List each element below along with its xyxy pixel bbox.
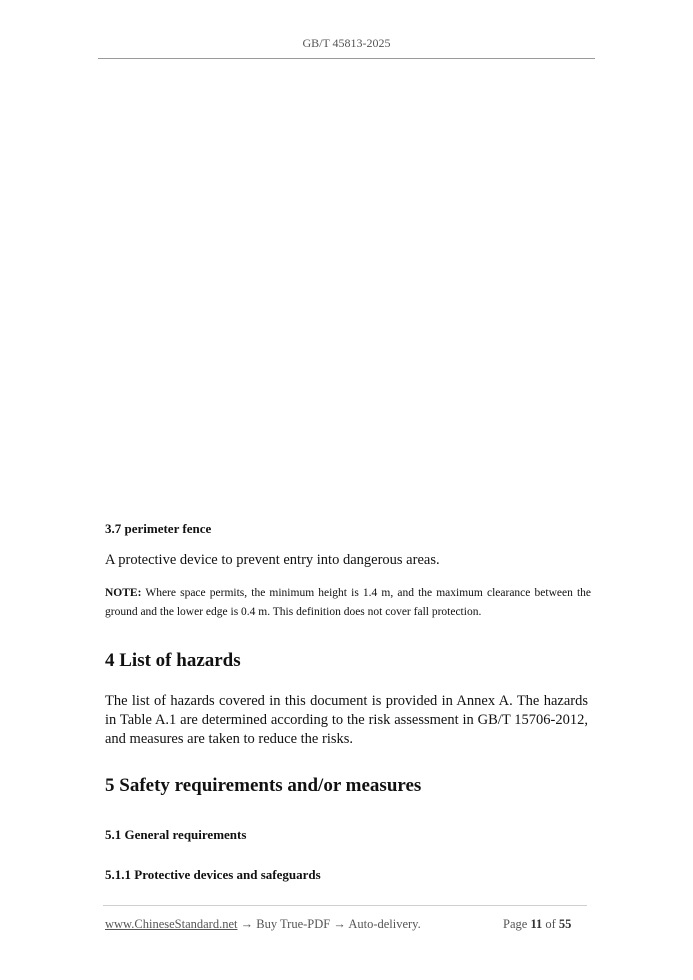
total-pages-number: 55 — [558, 917, 572, 931]
section-4-body: The list of hazards covered in this document is provided in Annex A. The hazards in Table A.1 are determined according to the risk assessment in GB/T 15706-2012, and measures are taken to reduce the risks. — [105, 693, 588, 747]
blank-figure-area — [98, 60, 595, 510]
page-label: Page — [503, 917, 531, 931]
footer-divider — [103, 905, 587, 906]
page-indicator — [503, 917, 571, 932]
section-5-1-heading: 5.1 General requirements — [105, 827, 247, 842]
site-link[interactable]: www.ChineseStandard.net — [105, 917, 238, 931]
footer-purchase-line — [105, 917, 421, 932]
header-divider — [98, 58, 595, 59]
arrow-right-icon: → — [330, 917, 349, 931]
clause-3-7-title: 3.7 perimeter fence — [105, 521, 212, 536]
note-text: Where space permits, the minimum height is 1.4 m, and the maximum clearance between the ground and the lower edge is 0.4 m. This definition does not cover fall protection. — [105, 587, 591, 618]
buy-true-pdf-text: Buy True-PDF — [256, 917, 331, 931]
current-page-number: 11 — [530, 917, 543, 931]
section-5-heading: 5 Safety requirements and/or measures — [105, 775, 422, 796]
note-label: NOTE: — [105, 587, 142, 599]
arrow-right-icon: → — [237, 917, 257, 931]
of-label: of — [542, 917, 559, 931]
section-4-heading: 4 List of hazards — [105, 650, 241, 671]
document-code-header: GB/T 45813-2025 — [302, 36, 391, 50]
clause-3-7-note — [105, 584, 591, 622]
section-5-1-1-heading: 5.1.1 Protective devices and safeguards — [105, 867, 321, 882]
clause-3-7-definition: A protective device to prevent entry into dangerous areas. — [105, 552, 440, 568]
auto-delivery-text: Auto-delivery. — [348, 917, 421, 931]
